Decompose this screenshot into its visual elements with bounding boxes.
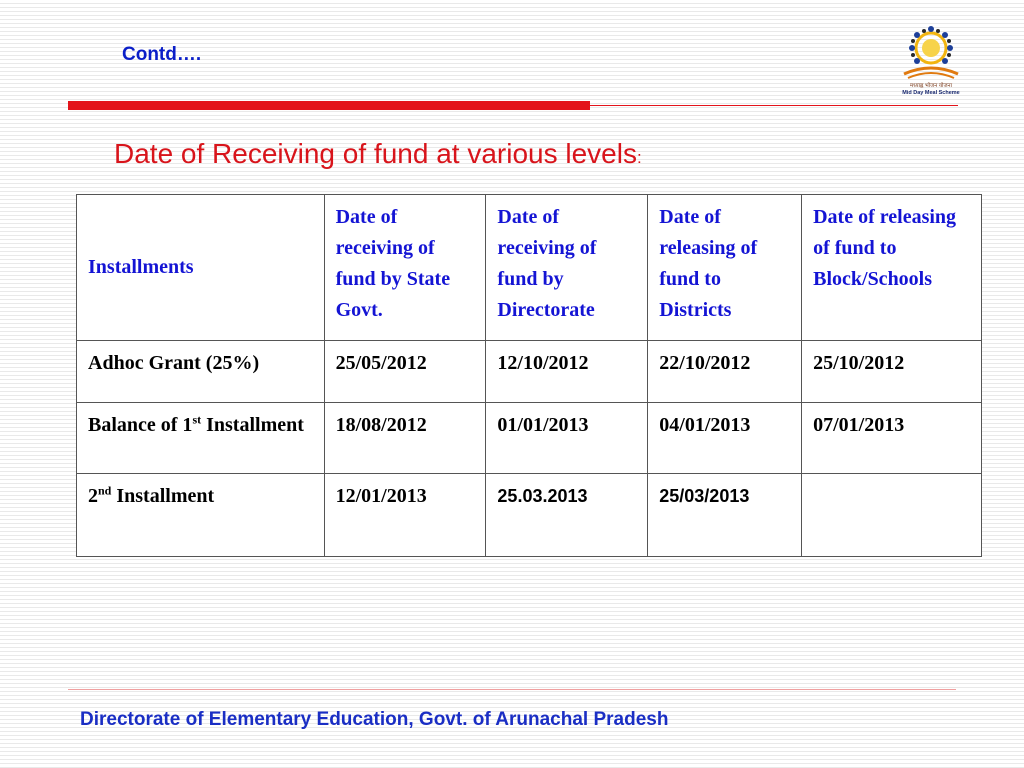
cell-districts-value: 25/03/2013 xyxy=(659,486,750,506)
header-directorate: Date of receiving of fund by Directorate xyxy=(486,195,648,341)
installment-suffix: Installment xyxy=(111,485,215,507)
cell-installment: Adhoc Grant (25%) xyxy=(77,341,325,403)
slide-footer: Directorate of Elementary Education, Govt. of Arunachal Pradesh xyxy=(80,709,669,730)
title-accent-bar xyxy=(68,101,590,110)
table-header-row xyxy=(77,195,982,341)
table-row xyxy=(77,474,982,557)
cell-state-govt: 12/01/2013 xyxy=(324,474,486,557)
cell-directorate xyxy=(486,474,648,557)
heading-colon: : xyxy=(636,148,642,167)
heading-text: Date of Receiving of fund at various levels xyxy=(114,138,637,169)
cell-state-govt: 25/05/2012 xyxy=(324,341,486,403)
logo-text: Mid Day Meal Scheme xyxy=(902,90,960,96)
cell-directorate-value: 25.03.2013 xyxy=(497,486,588,506)
cell-districts: 22/10/2012 xyxy=(648,341,802,403)
header-block-schools: Date of releasing of fund to Block/Schools xyxy=(802,195,982,341)
slide-subtitle: Contd…. xyxy=(122,44,202,65)
slide-heading xyxy=(114,138,642,170)
cell-installment xyxy=(77,474,325,557)
installment-suffix: Installment xyxy=(201,414,304,436)
table-row xyxy=(77,341,982,403)
logo-emblem-icon xyxy=(894,24,968,84)
table-row xyxy=(77,403,982,474)
cell-directorate: 12/10/2012 xyxy=(486,341,648,403)
installment-ordinal: nd xyxy=(98,483,112,498)
cell-block-schools xyxy=(802,474,982,557)
cell-districts: 04/01/2013 xyxy=(648,403,802,474)
cell-installment xyxy=(77,403,325,474)
cell-state-govt: 18/08/2012 xyxy=(324,403,486,474)
installment-prefix: Balance of 1 xyxy=(88,414,193,436)
cell-directorate: 01/01/2013 xyxy=(486,403,648,474)
installment-ordinal: st xyxy=(192,412,202,427)
fund-dates-table xyxy=(76,194,982,557)
installment-prefix: 2 xyxy=(88,485,98,507)
cell-block-schools: 07/01/2013 xyxy=(802,403,982,474)
cell-block-schools: 25/10/2012 xyxy=(802,341,982,403)
cell-districts xyxy=(648,474,802,557)
header-districts: Date of releasing of fund to Districts xyxy=(648,195,802,341)
header-installments: Installments xyxy=(77,195,325,341)
mid-day-meal-logo xyxy=(894,24,968,96)
logo-hindi-text: मध्याह्न भोजन योजना xyxy=(909,83,953,89)
header-state-govt: Date of receiving of fund by State Govt. xyxy=(324,195,486,341)
footer-divider xyxy=(68,689,956,690)
title-accent-line xyxy=(590,105,958,106)
